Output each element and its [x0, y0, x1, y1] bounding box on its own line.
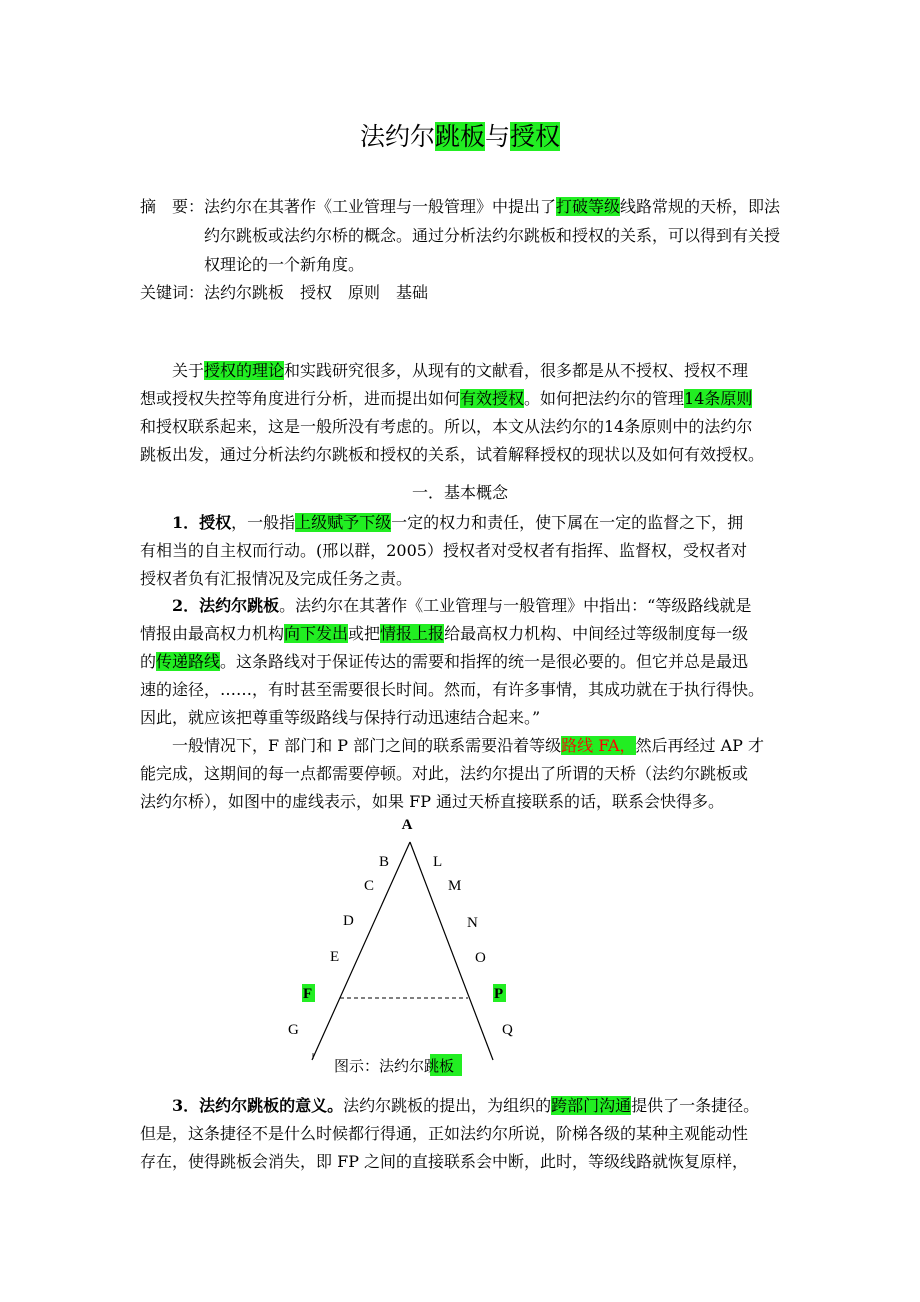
- highlight: 传递路线: [156, 652, 221, 671]
- abstract-line-1: [140, 198, 780, 216]
- title-text: 与: [485, 122, 511, 151]
- p1-line-1: [172, 514, 743, 532]
- p4-line-3: 存在，使得跳板会消失，即 FP 之间的直接联系会中断，此时，等级线路就恢复原样，: [140, 1152, 749, 1171]
- abstract-label: 摘 要：: [140, 197, 205, 216]
- p3-line-2: 能完成，这期间的每一点都需要停顿。对此，法约尔提出了所谓的天桥（法约尔跳板或: [140, 764, 749, 783]
- highlight: 授权的理论: [204, 361, 285, 380]
- term-bold: 3．法约尔跳板的意义。: [172, 1096, 344, 1115]
- node-label: B: [379, 854, 390, 870]
- node-label-f: F: [303, 986, 313, 1002]
- text-run: ，一般指: [231, 513, 296, 532]
- highlight: 14条原则: [684, 389, 753, 408]
- node-label: Q: [502, 1022, 513, 1038]
- page-title: [0, 121, 920, 153]
- text-run: 想或授权失控等角度进行分析，进而提出如何: [140, 389, 461, 408]
- node-label: C: [364, 878, 375, 894]
- text-run: 。法约尔在其著作《工业管理与一般管理》中指出：“等级路线就是: [279, 596, 752, 615]
- node-label: N: [467, 915, 478, 931]
- highlight: 打破等级: [556, 197, 621, 216]
- intro-line-2: [140, 390, 752, 408]
- keywords-label: 关键词：: [140, 283, 205, 302]
- intro-line-3: 和授权联系起来，这是一般所没有考虑的。所以，本文从法约尔的14条原则中的法约尔: [140, 417, 753, 436]
- keywords-text: 法约尔跳板 授权 原则 基础: [204, 283, 429, 302]
- text-run: 。这条路线对于保证传达的需要和指挥的统一是很必要的。但它并总是最迅: [220, 652, 749, 671]
- term-bold: 2．法约尔跳板: [172, 596, 280, 615]
- title-highlight-1: 跳板: [434, 122, 485, 151]
- p1-line-2: 有相当的自主权而行动。(邢以群，2005）授权者对受权者有指挥、监督权，受权者对: [140, 541, 747, 560]
- text-run: 或把: [348, 624, 381, 643]
- apex-label: A: [401, 817, 413, 833]
- text-run: 一定的权力和责任，使下属在一定的监督之下，拥: [391, 513, 744, 532]
- intro-line-1: [172, 362, 748, 380]
- left-hierarchy-line: [312, 842, 410, 1060]
- p1-line-3: 授权者负有汇报情况及完成任务之责。: [140, 569, 413, 588]
- highlight: 情报上报: [380, 624, 445, 643]
- node-label: E: [330, 949, 340, 965]
- text-run: 情报由最高权力机构: [140, 624, 285, 643]
- text-run: 的: [140, 652, 157, 671]
- text-run: 法约尔在其著作《工业管理与一般管理》中提出了: [204, 197, 557, 216]
- p2-line-1: [172, 597, 751, 615]
- p2-line-2: [140, 625, 748, 643]
- highlight: 向下发出: [284, 624, 349, 643]
- text-run: 。如何把法约尔的管理: [524, 389, 685, 408]
- node-label-p: P: [494, 986, 504, 1002]
- abstract-line-3: 权理论的一个新角度。: [204, 255, 365, 274]
- text-run: 然后再经过 AP 才: [635, 736, 764, 755]
- node-label: G: [288, 1022, 299, 1038]
- text-run: 法约尔跳板的提出，为组织的: [343, 1096, 552, 1115]
- text-run: 和实践研究很多，从现有的文献看，很多都是从不授权、授权不理: [284, 361, 749, 380]
- p2-line-5: 因此，就应该把尊重等级路线与保持行动迅速结合起来。”: [140, 708, 541, 727]
- text-run: 关于: [172, 361, 205, 380]
- keywords-line: [140, 284, 428, 302]
- title-text: 法约尔: [359, 122, 435, 151]
- p3-line-1: [172, 737, 764, 755]
- fayol-bridge-diagram: [280, 815, 540, 1085]
- caption-highlight-text: 跳板: [424, 1057, 455, 1075]
- section-heading: 一．基本概念: [411, 483, 508, 502]
- title-highlight-2: 授权: [510, 122, 561, 151]
- node-label: M: [448, 878, 462, 894]
- text-run: 一般情况下，F 部门和 P 部门之间的联系需要沿着等级: [172, 736, 562, 755]
- highlight: 跨部门沟通: [551, 1096, 632, 1115]
- p4-line-2: 但是，这条捷径不是什么时候都行得通，正如法约尔所说，阶梯各级的某种主观能动性: [140, 1124, 749, 1143]
- highlight-red: 路线 FA，: [561, 736, 636, 755]
- p2-line-4: 速的途径，……，有时甚至需要很长时间。然而，有许多事情，其成功就在于执行得快。: [140, 680, 765, 699]
- text-run: 提供了一条捷径。: [631, 1096, 760, 1115]
- node-label: D: [343, 913, 354, 929]
- highlight: 上级赋予下级: [295, 513, 392, 532]
- node-label: L: [433, 854, 443, 870]
- p4-line-1: [172, 1097, 759, 1115]
- caption-text: 图示：法约尔: [334, 1057, 425, 1075]
- p2-line-3: [140, 653, 748, 671]
- diagram-caption: [334, 1057, 454, 1075]
- text-run: 给最高权力机构、中间经过等级制度每一级: [444, 624, 749, 643]
- node-label: O: [475, 950, 486, 966]
- text-run: 线路常规的天桥，即法: [620, 197, 781, 216]
- p3-line-3: 法约尔桥），如图中的虚线表示，如果 FP 通过天桥直接联系的话，联系会快得多。: [140, 792, 725, 811]
- intro-line-4: 跳板出发，通过分析法约尔跳板和授权的关系，试着解释授权的现状以及如何有效授权。: [140, 445, 765, 464]
- highlight: 有效授权: [460, 389, 525, 408]
- abstract-line-2: 约尔跳板或法约尔桥的概念。通过分析法约尔跳板和授权的关系，可以得到有关授: [204, 226, 781, 245]
- term-bold: 1．授权: [172, 513, 232, 532]
